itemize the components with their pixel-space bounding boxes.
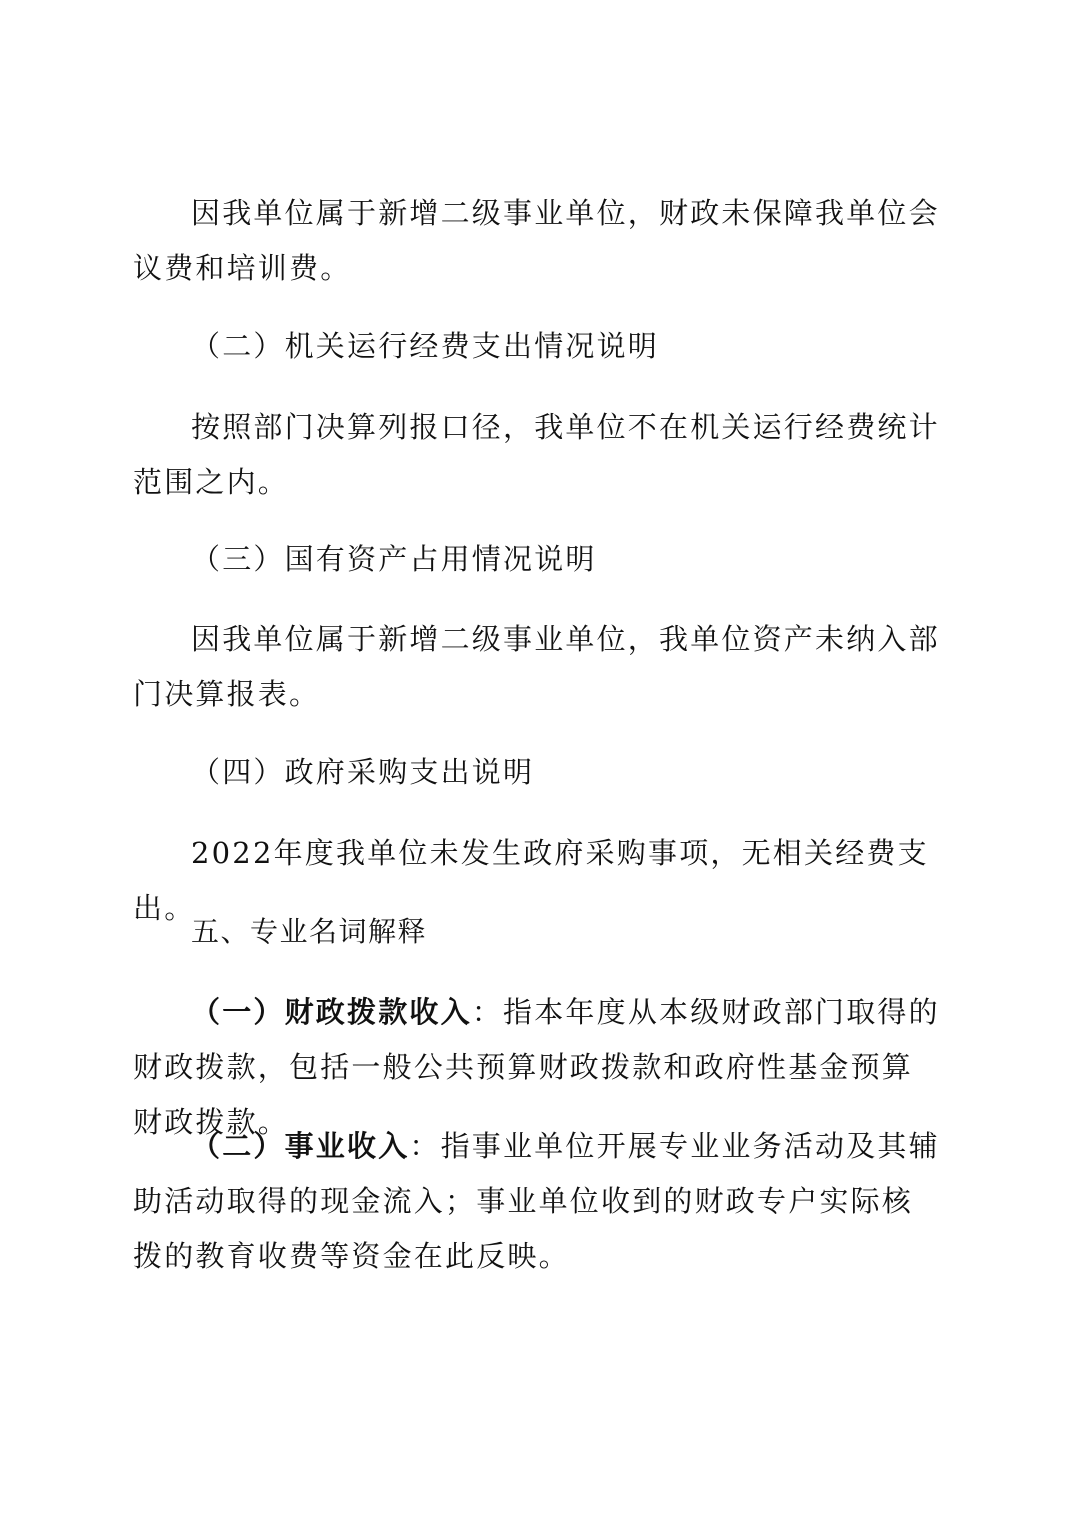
subheading-operating-expenses: （二）机关运行经费支出情况说明 [191, 329, 660, 363]
paragraph-government-procurement: 2022年度我单位未发生政府采购事项，无相关经费支出。 [133, 836, 929, 925]
term-business-income-label: （二）事业收入 [191, 1129, 410, 1163]
paragraph-meeting-training-fees: 因我单位属于新增二级事业单位，财政未保障我单位会议费和培训费。 [133, 196, 940, 285]
subheading-government-procurement: （四）政府采购支出说明 [191, 755, 535, 789]
term-fiscal-appropriation-text: ：指本年度从本级财政部门取得的财政拨款，包括一般公共预算财政拨款和政府性基金预算财政拨款。 [133, 995, 940, 1139]
paragraph-operating-expenses: 按照部门决算列报口径，我单位不在机关运行经费统计范围之内。 [133, 410, 940, 499]
term-business-income [133, 1119, 943, 1284]
section-heading-terms: 五、专业名词解释 [191, 915, 428, 948]
subheading-state-assets: （三）国有资产占用情况说明 [191, 542, 597, 576]
paragraph-state-assets: 因我单位属于新增二级事业单位，我单位资产未纳入部门决算报表。 [133, 622, 940, 711]
term-fiscal-appropriation-label: （一）财政拨款收入 [191, 995, 472, 1029]
term-business-income-text: ：指事业单位开展专业业务活动及其辅助活动取得的现金流入；事业单位收到的财政专户实际核拨的教育收费等资金在此反映。 [133, 1129, 940, 1273]
